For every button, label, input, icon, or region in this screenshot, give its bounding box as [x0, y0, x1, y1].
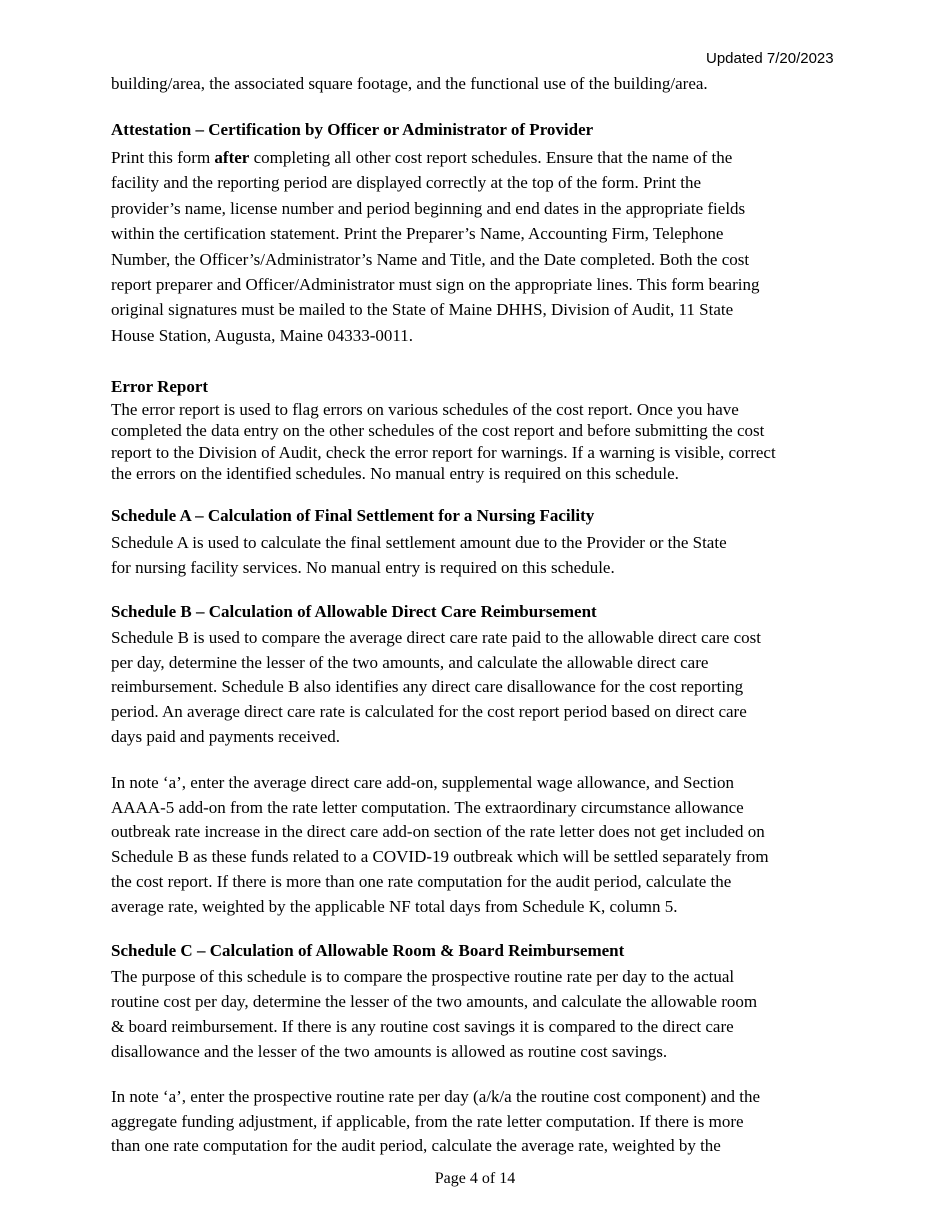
error-report-heading: Error Report — [111, 377, 209, 396]
schedule-b-heading: Schedule B – Calculation of Allowable Direct Care Reimbursement — [111, 602, 597, 621]
page-number: Page 4 of 14 — [434, 1170, 516, 1187]
schedule-c-paragraph-1 — [111, 964, 757, 1064]
schedule-c-paragraph-2 — [111, 1085, 760, 1159]
text-line: days paid and payments received. — [111, 726, 340, 746]
text-line: routine cost per day, determine the lesser of the two amounts, and calculate the allowable room — [111, 992, 758, 1011]
text-line: building/area, the associated square footage, and the functional use of the building/area. — [111, 74, 708, 93]
text-line: per day, determine the lesser of the two amounts, and calculate the allowable direct care — [111, 652, 709, 672]
text-line: Number, the Officer’s/Administrator’s Name and Title, and the Date completed. Both the cost — [111, 249, 750, 269]
text-line: within the certification statement. Print the Preparer’s Name, Accounting Firm, Telephone — [111, 224, 724, 244]
emphasis-after: after — [214, 148, 250, 167]
text-line: The error report is used to flag errors on various schedules of the cost report. Once you have — [111, 400, 739, 419]
text-line: outbreak rate increase in the direct care add-on section of the rate letter does not get included on — [111, 822, 765, 842]
text-line: The purpose of this schedule is to compare the prospective routine rate per day to the actual — [111, 967, 735, 986]
text-line: Schedule A is used to calculate the final settlement amount due to the Provider or the State — [111, 533, 727, 552]
text-line: AAAA-5 add-on from the rate letter computation. The extraordinary circumstance allowance — [111, 797, 744, 817]
text-line: Print this form after completing all other cost report schedules. Ensure that the name of the — [111, 148, 733, 167]
text-line: for nursing facility services. No manual entry is required on this schedule. — [111, 557, 615, 577]
text-line: & board reimbursement. If there is any routine cost savings it is compared to the direct care — [111, 1017, 734, 1036]
schedule-b-paragraph-2 — [111, 771, 769, 919]
text-line: report preparer and Officer/Administrator must sign on the appropriate lines. This form bearing — [111, 275, 760, 295]
text-line: provider’s name, license number and period beginning and end dates in the appropriate fields — [111, 198, 746, 218]
text-line: House Station, Augusta, Maine 04333-0011. — [111, 325, 414, 345]
continuation-paragraph — [111, 74, 708, 94]
text-line: disallowance and the lesser of the two amounts is allowed as routine cost savings. — [111, 1042, 668, 1061]
text-line: In note ‘a’, enter the average direct care add-on, supplemental wage allowance, and Section — [111, 773, 735, 792]
text-line: facility and the reporting period are displayed correctly at the top of the form. Print the — [111, 173, 702, 193]
schedule-a-heading: Schedule A – Calculation of Final Settlement for a Nursing Facility — [111, 506, 595, 525]
text-line: than one rate computation for the audit period, calculate the average rate, weighted by the — [111, 1136, 721, 1156]
schedule-b-paragraph-1 — [111, 626, 761, 750]
text-line: In note ‘a’, enter the prospective routine rate per day (a/k/a the routine cost component) and the — [111, 1087, 761, 1106]
error-report-paragraph — [111, 399, 776, 484]
text-line: period. An average direct care rate is calculated for the cost report period based on direct care — [111, 702, 747, 722]
schedule-a-paragraph — [111, 531, 727, 580]
attestation-paragraph — [111, 145, 760, 348]
text-line: average rate, weighted by the applicable NF total days from Schedule K, column 5. — [111, 896, 678, 916]
text-line: aggregate funding adjustment, if applicable, from the rate letter computation. If there is more — [111, 1111, 744, 1131]
text-line: report to the Division of Audit, check the error report for warnings. If a warning is visible, correct — [111, 442, 776, 462]
attestation-heading: Attestation – Certification by Officer or Administrator of Provider — [111, 120, 594, 139]
text-line: reimbursement. Schedule B also identifies any direct care disallowance for the cost reporting — [111, 677, 744, 697]
schedule-c-heading: Schedule C – Calculation of Allowable Room & Board Reimbursement — [111, 941, 625, 960]
updated-date: Updated 7/20/2023 — [706, 50, 834, 67]
text-line: original signatures must be mailed to the State of Maine DHHS, Division of Audit, 11 State — [111, 300, 734, 320]
text-line: the errors on the identified schedules. No manual entry is required on this schedule. — [111, 463, 679, 483]
text-line: Schedule B is used to compare the average direct care rate paid to the allowable direct care cost — [111, 628, 761, 647]
text-line: Schedule B as these funds related to a COVID-19 outbreak which will be settled separately from — [111, 847, 769, 867]
text-line: completed the data entry on the other schedules of the cost report and before submitting the cost — [111, 421, 765, 441]
text-line: the cost report. If there is more than one rate computation for the audit period, calculate the — [111, 871, 732, 891]
